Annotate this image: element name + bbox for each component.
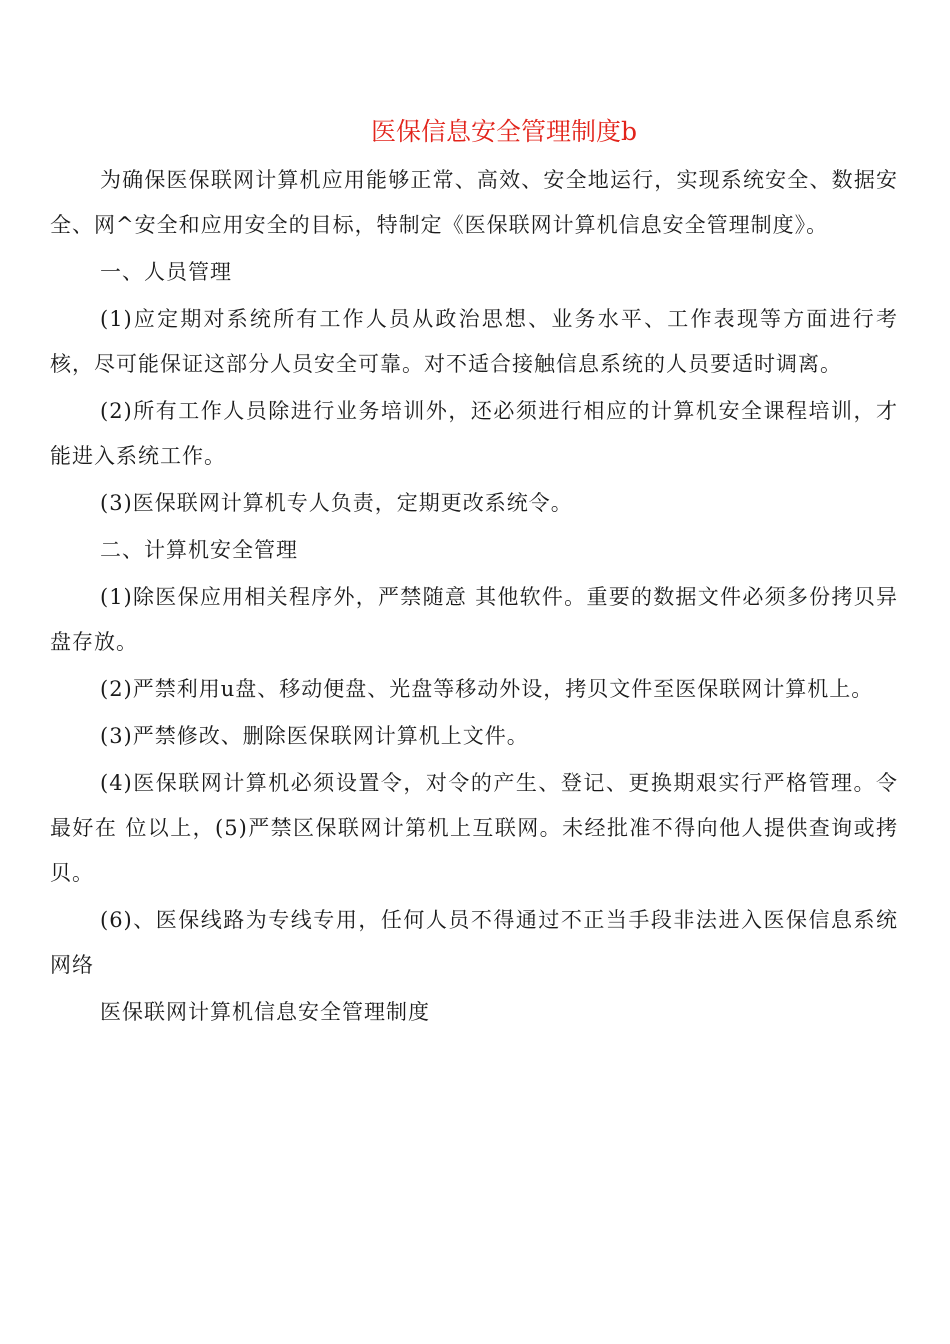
intro-paragraph: 为确保医保联网计算机应用能够正常、高效、安全地运行，实现系统安全、数据安全、网^安全和应用安全的目标，特制定《医保联网计算机信息安全管理制度》。: [50, 168, 898, 237]
section1-item-3: (3)医保联网计算机专人负责，定期更改系统令。: [100, 491, 573, 515]
footer-line: 医保联网计算机信息安全管理制度: [100, 1000, 430, 1024]
section2-item-2: (2)严禁利用u盘、移动便盘、光盘等移动外设，拷贝文件至医保联网计算机上。: [100, 677, 874, 701]
section2-item-5: (6)、医保线路为专线专用，任何人员不得通过不正当手段非法进入医保信息系统网络: [50, 908, 898, 977]
section1-item-1: (1)应定期对系统所有工作人员从政治思想、业务水平、工作表现等方面进行考核，尽可能保证这部分人员安全可靠。对不适合接触信息系统的人员要适时调离。: [50, 307, 898, 376]
section1-heading: 一、人员管理: [100, 260, 232, 284]
section2-item-3: (3)严禁修改、删除医保联网计算机上文件。: [100, 724, 529, 748]
section2-item-1: (1)除医保应用相关程序外，严禁随意 其他软件。重要的数据文件必须多份拷贝异盘存放。: [50, 585, 898, 654]
section2-heading: 二、计算机安全管理: [100, 538, 298, 562]
section2-item-4: (4)医保联网计算机必须设置令，对令的产生、登记、更换期艰实行严格管理。令最好在 位以上，(5)严禁区保联网计第机上互联网。未经批准不得向他人提供查询或拷贝。: [50, 771, 898, 885]
document-title: 医保信息安全管理制度b: [370, 117, 637, 146]
section1-item-2: (2)所有工作人员除进行业务培训外，还必须进行相应的计算机安全课程培训，才能进入系统工作。: [50, 399, 898, 468]
